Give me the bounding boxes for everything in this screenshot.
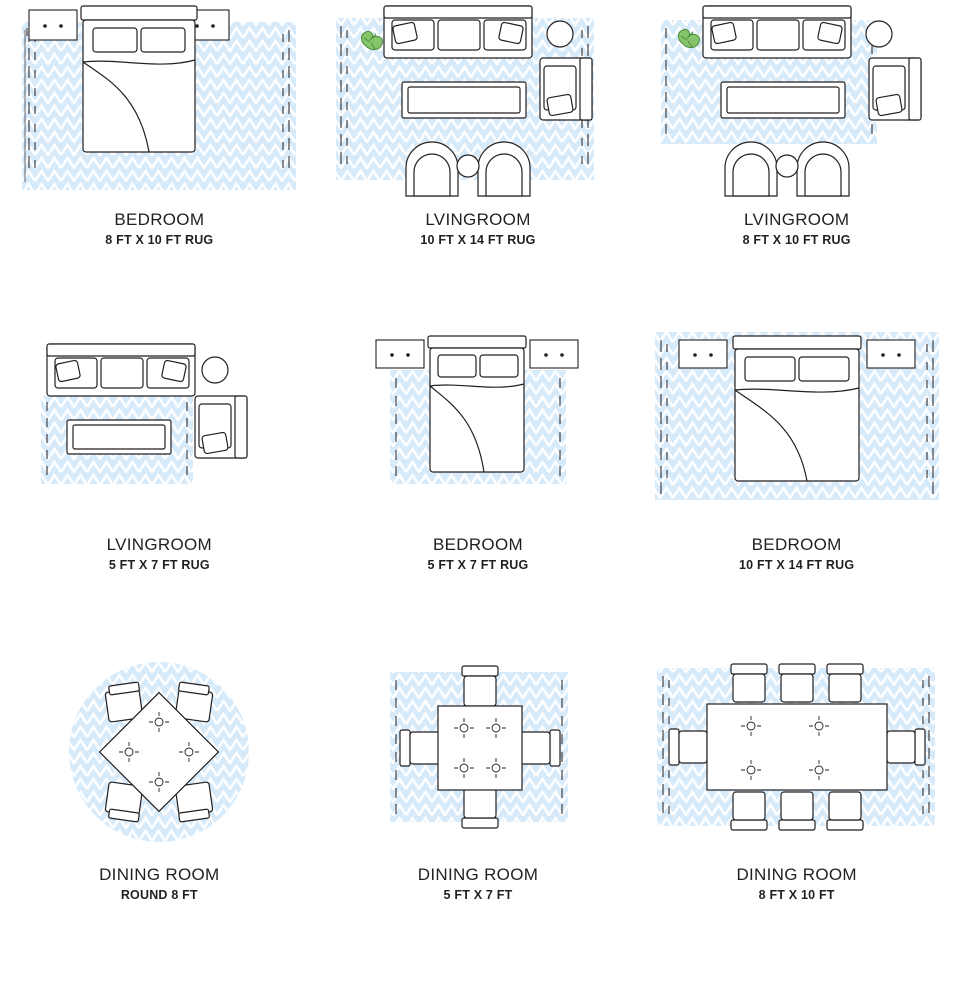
side-table bbox=[457, 155, 479, 177]
rug-size: 8 FT X 10 FT bbox=[758, 888, 835, 902]
caption-diningroom-5x7 bbox=[418, 864, 538, 904]
chair-top-2 bbox=[779, 664, 815, 702]
round-ottoman bbox=[202, 357, 228, 383]
room-title: DINING ROOM bbox=[417, 865, 539, 884]
room-title: LVINGROOM bbox=[425, 210, 531, 229]
diagram-livingroom-8x10 bbox=[647, 0, 947, 205]
chair-left bbox=[669, 729, 707, 765]
caption-diningroom-8x10 bbox=[736, 864, 856, 904]
chair-right bbox=[520, 730, 560, 766]
chair-bottom-2 bbox=[779, 792, 815, 830]
nightstand-left bbox=[679, 340, 727, 368]
caption-livingroom-8x10 bbox=[743, 209, 851, 249]
armchair-right bbox=[195, 396, 247, 458]
side-table bbox=[776, 155, 798, 177]
diagram-diningroom-5x7 bbox=[328, 660, 628, 860]
room-title: DINING ROOM bbox=[736, 865, 857, 884]
chair-top bbox=[462, 666, 498, 706]
layout-card-livingroom-5x7 bbox=[0, 330, 319, 660]
bed bbox=[733, 336, 861, 481]
accent-chair-left bbox=[406, 142, 458, 196]
chair-top-3 bbox=[827, 664, 863, 702]
rug-size: 5 FT X 7 FT RUG bbox=[427, 558, 529, 572]
round-ottoman bbox=[866, 21, 892, 47]
accent-chair-right bbox=[797, 142, 849, 196]
layout-card-diningroom-round8 bbox=[0, 660, 319, 990]
accent-chair-left bbox=[725, 142, 777, 196]
diagram-livingroom-5x7 bbox=[9, 330, 309, 530]
layout-card-livingroom-10x14 bbox=[319, 0, 638, 330]
layout-card-bedroom-5x7 bbox=[319, 330, 638, 660]
caption-livingroom-5x7 bbox=[107, 534, 212, 574]
nightstand-right bbox=[867, 340, 915, 368]
diagram-bedroom-8x10 bbox=[9, 0, 309, 205]
armchair-right bbox=[540, 58, 592, 120]
sofa bbox=[47, 344, 195, 396]
sofa bbox=[384, 6, 532, 58]
accent-chair-right bbox=[478, 142, 530, 196]
chair-bottom-3 bbox=[827, 792, 863, 830]
square-table bbox=[438, 706, 522, 790]
bed bbox=[428, 336, 526, 472]
caption-bedroom-10x14 bbox=[739, 534, 854, 574]
nightstand-left bbox=[376, 340, 424, 368]
rug-size: 8 FT X 10 FT RUG bbox=[105, 233, 214, 247]
room-title: BEDROOM bbox=[751, 535, 842, 554]
sofa bbox=[703, 6, 851, 58]
room-title: DINING ROOM bbox=[99, 865, 220, 884]
coffee-table bbox=[721, 82, 845, 118]
rug-size: 10 FT X 14 FT RUG bbox=[420, 233, 536, 247]
caption-livingroom-10x14 bbox=[420, 209, 535, 249]
chair-bottom bbox=[462, 788, 498, 828]
layout-card-diningroom-5x7 bbox=[319, 660, 638, 990]
chair-left bbox=[400, 730, 440, 766]
coffee-table bbox=[67, 420, 171, 454]
rug-size: 5 FT X 7 FT bbox=[443, 888, 513, 902]
caption-bedroom-8x10 bbox=[105, 209, 213, 249]
armchair-right bbox=[869, 58, 921, 120]
chair-bottom-1 bbox=[731, 792, 767, 830]
diagram-bedroom-10x14 bbox=[647, 330, 947, 530]
diagram-diningroom-8x10 bbox=[647, 660, 947, 860]
layout-card-diningroom-8x10 bbox=[637, 660, 956, 990]
room-title: LVINGROOM bbox=[106, 535, 212, 554]
rect-table bbox=[707, 704, 887, 790]
room-title: BEDROOM bbox=[433, 535, 523, 554]
room-title: LVINGROOM bbox=[743, 210, 850, 229]
rug-size: 8 FT X 10 FT RUG bbox=[742, 233, 851, 247]
chair-top-1 bbox=[731, 664, 767, 702]
layout-card-livingroom-8x10 bbox=[637, 0, 956, 330]
nightstand-left bbox=[29, 10, 77, 40]
nightstand-right bbox=[530, 340, 578, 368]
bed bbox=[81, 6, 197, 152]
coffee-table bbox=[402, 82, 526, 118]
layout-card-bedroom-10x14 bbox=[637, 330, 956, 660]
rug-size: 5 FT X 7 FT RUG bbox=[108, 558, 210, 572]
rug-size: ROUND 8 FT bbox=[120, 888, 198, 902]
round-ottoman bbox=[547, 21, 573, 47]
diagram-bedroom-5x7 bbox=[328, 330, 628, 530]
chair-right bbox=[887, 729, 925, 765]
caption-bedroom-5x7 bbox=[428, 534, 529, 574]
room-title: BEDROOM bbox=[114, 210, 205, 229]
rug-size: 10 FT X 14 FT RUG bbox=[739, 558, 855, 572]
diagram-livingroom-10x14 bbox=[328, 0, 628, 205]
layout-card-bedroom-8x10 bbox=[0, 0, 319, 330]
diagram-diningroom-round8 bbox=[9, 660, 309, 860]
caption-diningroom-round8 bbox=[99, 864, 219, 904]
